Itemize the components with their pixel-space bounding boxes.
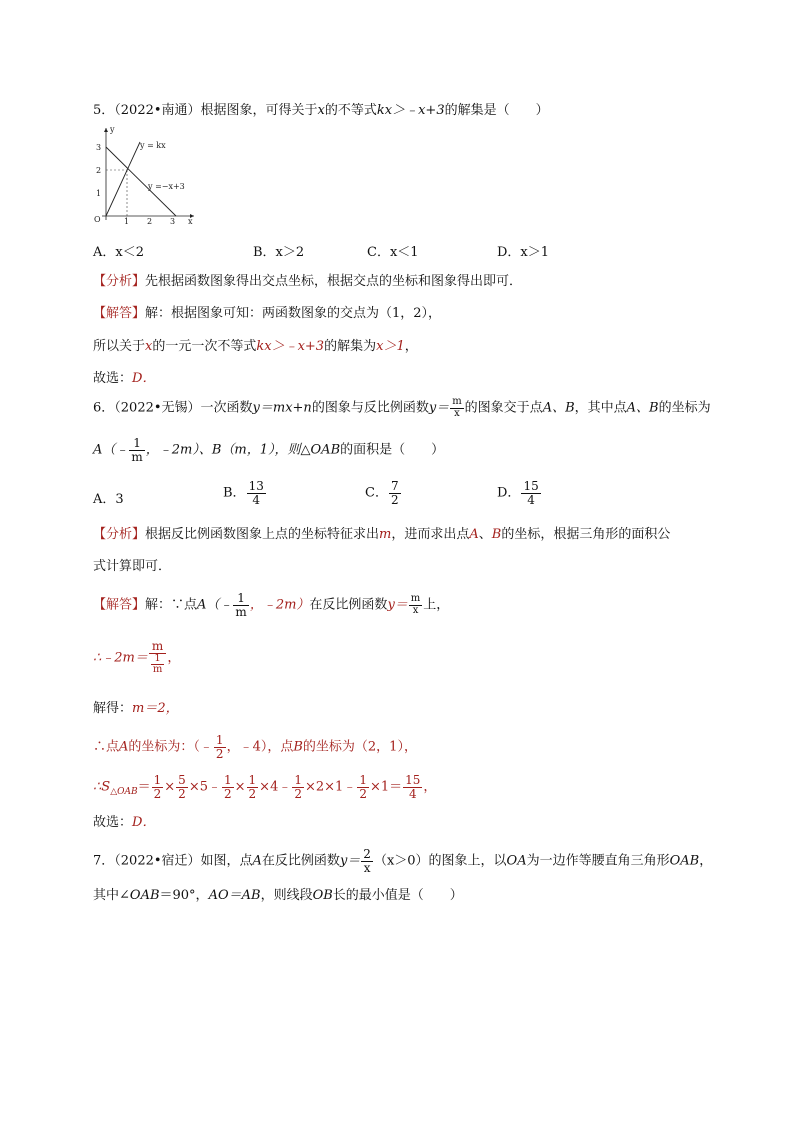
q6-stem-text: 的图象与反比例函数 — [311, 400, 429, 416]
fraction — [409, 594, 422, 616]
q7-stem-text: 长的最小值是（ ） — [332, 888, 463, 903]
fraction — [222, 774, 234, 800]
q6-option-d[interactable] — [497, 480, 542, 506]
q6-answer-line-6 — [93, 816, 155, 829]
q7-stem-text: 其中∠ — [93, 888, 130, 903]
q7-stem-line-2 — [93, 889, 463, 902]
q6-answer-line-5 — [93, 774, 436, 800]
denominator: 2 — [223, 786, 232, 801]
answer-tag: 【解答】 — [93, 597, 146, 613]
x-axis-label: x — [188, 217, 193, 224]
q6-answer-line-1 — [93, 592, 449, 618]
answer-text: ＝ — [137, 779, 151, 795]
answer-text: B — [293, 739, 303, 755]
y-axis-arrow-icon — [104, 128, 108, 132]
q5-stem — [93, 104, 549, 117]
q7-stem-text: y＝ — [339, 853, 361, 869]
q6-stem-line-1 — [93, 397, 711, 419]
y-tick-label: 2 — [96, 166, 102, 175]
q7-stem-text: 在反比例函数 — [261, 853, 340, 869]
answer-text: × — [164, 779, 176, 795]
origin-label: O — [94, 215, 101, 224]
q6-stem-text: ，其中点 — [574, 400, 627, 416]
fraction — [233, 592, 248, 618]
answer-text: 故选： — [93, 815, 133, 830]
q6-option-b[interactable] — [223, 480, 267, 506]
q5-stem-text: 的不等式 — [324, 103, 377, 118]
analysis-text: 、 — [478, 527, 492, 542]
q7-stem-text: OAB — [129, 888, 160, 903]
q6-stem-text: y＝ — [428, 400, 450, 416]
numerator: 2 — [363, 847, 371, 861]
denominator: 2 — [178, 786, 186, 801]
numerator: 1 — [223, 773, 232, 787]
analysis-text: 根据反比例函数图象上点的坐标特征求出 — [145, 527, 380, 542]
denominator: m — [131, 449, 143, 464]
q6-stem-text: ，﹣2m）、B（m，1），则△OAB — [145, 442, 341, 458]
q7-stem-text: （x＞0）的图象上，以 — [373, 853, 507, 869]
fraction — [152, 774, 164, 800]
numerator: 1 — [215, 733, 224, 747]
answer-text: ×1＝ — [369, 779, 403, 795]
numerator: 1 — [248, 773, 257, 787]
q6-stem-text: 的图象交于点 — [464, 400, 543, 416]
answer-text: ，﹣2m） — [249, 597, 310, 613]
fraction — [151, 654, 164, 676]
answer-choice: D． — [132, 371, 156, 386]
q7-stem-text: OB — [312, 888, 333, 903]
answer-text: 所以关于 — [93, 339, 146, 354]
answer-text: x — [145, 339, 153, 354]
denominator: m — [235, 604, 247, 619]
fraction — [129, 437, 144, 463]
numerator: m — [452, 396, 462, 407]
denominator: 2 — [153, 786, 162, 801]
numerator: 1 — [151, 654, 164, 666]
answer-text: 的坐标为：（﹣ — [128, 739, 213, 755]
q6-answer-line-3 — [93, 702, 179, 715]
q5-option-a[interactable]: A．x＜2 — [93, 245, 144, 260]
answer-text: m＝2， — [132, 701, 179, 716]
q5-inequality: kx＞﹣x+3 — [376, 103, 445, 118]
answer-text: 的坐标为（2，1）， — [302, 739, 417, 755]
q5-stem-var: x — [317, 103, 325, 118]
denominator: x — [363, 860, 371, 875]
numerator: 1 — [129, 437, 144, 451]
q6-answer-line-2 — [93, 640, 180, 676]
fraction — [247, 774, 259, 800]
q6-stem-text: 的坐标为 — [658, 400, 711, 416]
q5-option-d[interactable]: D．x＞1 — [497, 245, 550, 260]
x-tick-label: 2 — [147, 217, 153, 224]
q7-stem-text: 7．（2022•宿迁）如图，点 — [93, 853, 253, 869]
numerator: m — [410, 593, 421, 605]
answer-text: A — [119, 739, 129, 755]
y-axis-label: y — [110, 125, 115, 134]
answer-text: ×2×1﹣ — [304, 779, 357, 795]
denominator: 4 — [527, 492, 535, 507]
answer-text: ×4﹣ — [259, 779, 292, 795]
numerator: 5 — [178, 773, 186, 787]
y-tick-label: 1 — [96, 189, 102, 198]
answer-choice: D． — [132, 815, 156, 830]
q7-stem-line-1 — [93, 848, 712, 874]
q6-answer-line-4 — [93, 734, 417, 760]
q5-function-graph — [88, 122, 198, 224]
fraction — [361, 848, 373, 874]
q6-linear-function: y＝mx+n — [252, 400, 312, 416]
numerator: 7 — [390, 479, 399, 493]
q7-stem-text: ＝90°， — [159, 888, 209, 903]
denominator: 2 — [248, 786, 257, 801]
fraction — [247, 480, 266, 506]
line-kx-label: y = kx — [140, 141, 166, 150]
answer-text: ∴﹣2m＝ — [93, 650, 148, 666]
analysis-text: 的坐标，根据三角形的面积公 — [501, 527, 671, 542]
q6-stem-text: A、B — [626, 400, 659, 416]
x-tick-label: 1 — [124, 217, 130, 224]
fraction — [450, 397, 463, 419]
q5-stem-text: 的解集是（ ） — [444, 103, 549, 118]
q6-option-a[interactable]: A．3 — [93, 492, 124, 507]
fraction — [176, 774, 188, 800]
option-label: B． — [223, 485, 246, 501]
denominator: 2 — [215, 746, 224, 761]
q5-answer-line-2 — [93, 340, 418, 353]
answer-text: 解：∵点 — [145, 597, 198, 613]
q5-option-b[interactable]: B．x＞2 — [253, 245, 305, 260]
fraction — [389, 480, 401, 506]
answer-text: ， — [423, 779, 437, 795]
analysis-text: A — [469, 527, 479, 542]
denominator: 4 — [408, 786, 417, 801]
answer-text: ∴点 — [93, 739, 120, 755]
numerator: 1 — [153, 773, 162, 787]
x-tick-label: 3 — [170, 217, 176, 224]
q5-analysis — [93, 275, 522, 288]
denominator — [149, 654, 166, 676]
line-y-kx — [106, 142, 140, 216]
q5-option-c[interactable]: C．x＜1 — [367, 245, 419, 260]
analysis-text: m — [379, 527, 392, 542]
numerator: 1 — [359, 773, 367, 787]
analysis-text: B — [491, 527, 502, 542]
fraction — [521, 480, 540, 506]
denominator: 2 — [359, 786, 367, 801]
analysis-tag: 【分析】 — [93, 274, 146, 289]
q7-stem-text: OAB — [669, 853, 700, 869]
answer-text: y＝ — [387, 597, 408, 613]
q6-stem-text: A、B — [542, 400, 575, 416]
q6-stem-line-2 — [93, 437, 444, 463]
numerator: m — [149, 640, 166, 654]
q7-stem-text: OA — [506, 853, 527, 869]
analysis-text: 先根据函数图象得出交点坐标，根据交点的坐标和图象得出即可． — [145, 274, 523, 289]
answer-text: ， — [404, 339, 418, 354]
q7-stem-text: 为一边作等腰直角三角形 — [526, 853, 670, 869]
analysis-text: ，进而求出点 — [391, 527, 470, 542]
q5-answer-line-1 — [93, 307, 441, 320]
line-neg-x-label: y =−x+3 — [148, 182, 185, 191]
q5-stem-text: 5．（2022•南通）根据图象，可得关于 — [93, 103, 318, 118]
analysis-tag: 【分析】 — [93, 527, 146, 542]
answer-text: x＞1 — [376, 339, 405, 354]
q7-stem-text: ， — [699, 853, 713, 869]
option-label: C． — [365, 485, 388, 501]
q6-stem-text: 6．（2022•无锡）一次函数 — [93, 400, 253, 416]
complex-fraction — [149, 640, 166, 676]
numerator: 1 — [233, 592, 248, 606]
answer-text: ∴S — [93, 779, 111, 795]
fraction — [292, 774, 304, 800]
subscript: △OAB — [110, 787, 138, 798]
denominator: 2 — [390, 492, 399, 507]
answer-tag: 【解答】 — [93, 306, 146, 321]
q7-stem-text: ，则线段 — [260, 888, 313, 903]
fraction — [403, 774, 422, 800]
option-label: D． — [497, 485, 521, 501]
answer-text: ， — [167, 650, 181, 666]
q7-stem-text: A — [252, 853, 262, 869]
numerator: 15 — [405, 773, 421, 787]
denominator: 2 — [294, 786, 302, 801]
y-tick-label: 3 — [96, 143, 102, 152]
q6-option-c[interactable] — [365, 480, 402, 506]
q6-stem-text: 的面积是（ ） — [340, 442, 445, 458]
q5-answer-line-3 — [93, 372, 155, 385]
denominator: x — [454, 407, 460, 419]
q7-stem-text: AO＝AB — [208, 888, 261, 903]
numerator: 15 — [523, 479, 539, 493]
answer-text: 解得： — [93, 701, 133, 716]
fraction — [357, 774, 369, 800]
fraction — [214, 734, 226, 760]
answer-text: ×5﹣ — [188, 779, 221, 795]
answer-text: × — [234, 779, 246, 795]
numerator: 1 — [294, 773, 302, 787]
q6-analysis-line-1 — [93, 528, 670, 541]
answer-text: kx＞﹣x+3 — [256, 339, 325, 354]
answer-text: 的一元一次不等式 — [152, 339, 257, 354]
answer-text: 故选： — [93, 371, 133, 386]
answer-text: 在反比例函数 — [309, 597, 388, 613]
numerator: 13 — [248, 479, 264, 493]
answer-text: A（﹣ — [197, 597, 233, 613]
answer-text: 解：根据图象可知：两函数图象的交点为（1，2）， — [145, 306, 442, 321]
answer-text: 的解集为 — [324, 339, 377, 354]
denominator: 4 — [252, 492, 261, 507]
answer-text: 上， — [423, 597, 450, 613]
q6-analysis-line-2: 式计算即可． — [93, 559, 172, 574]
denominator: m — [152, 664, 163, 676]
q6-stem-text: A（﹣ — [93, 442, 129, 458]
answer-text: ，﹣4），点 — [226, 739, 294, 755]
denominator: x — [412, 604, 419, 616]
